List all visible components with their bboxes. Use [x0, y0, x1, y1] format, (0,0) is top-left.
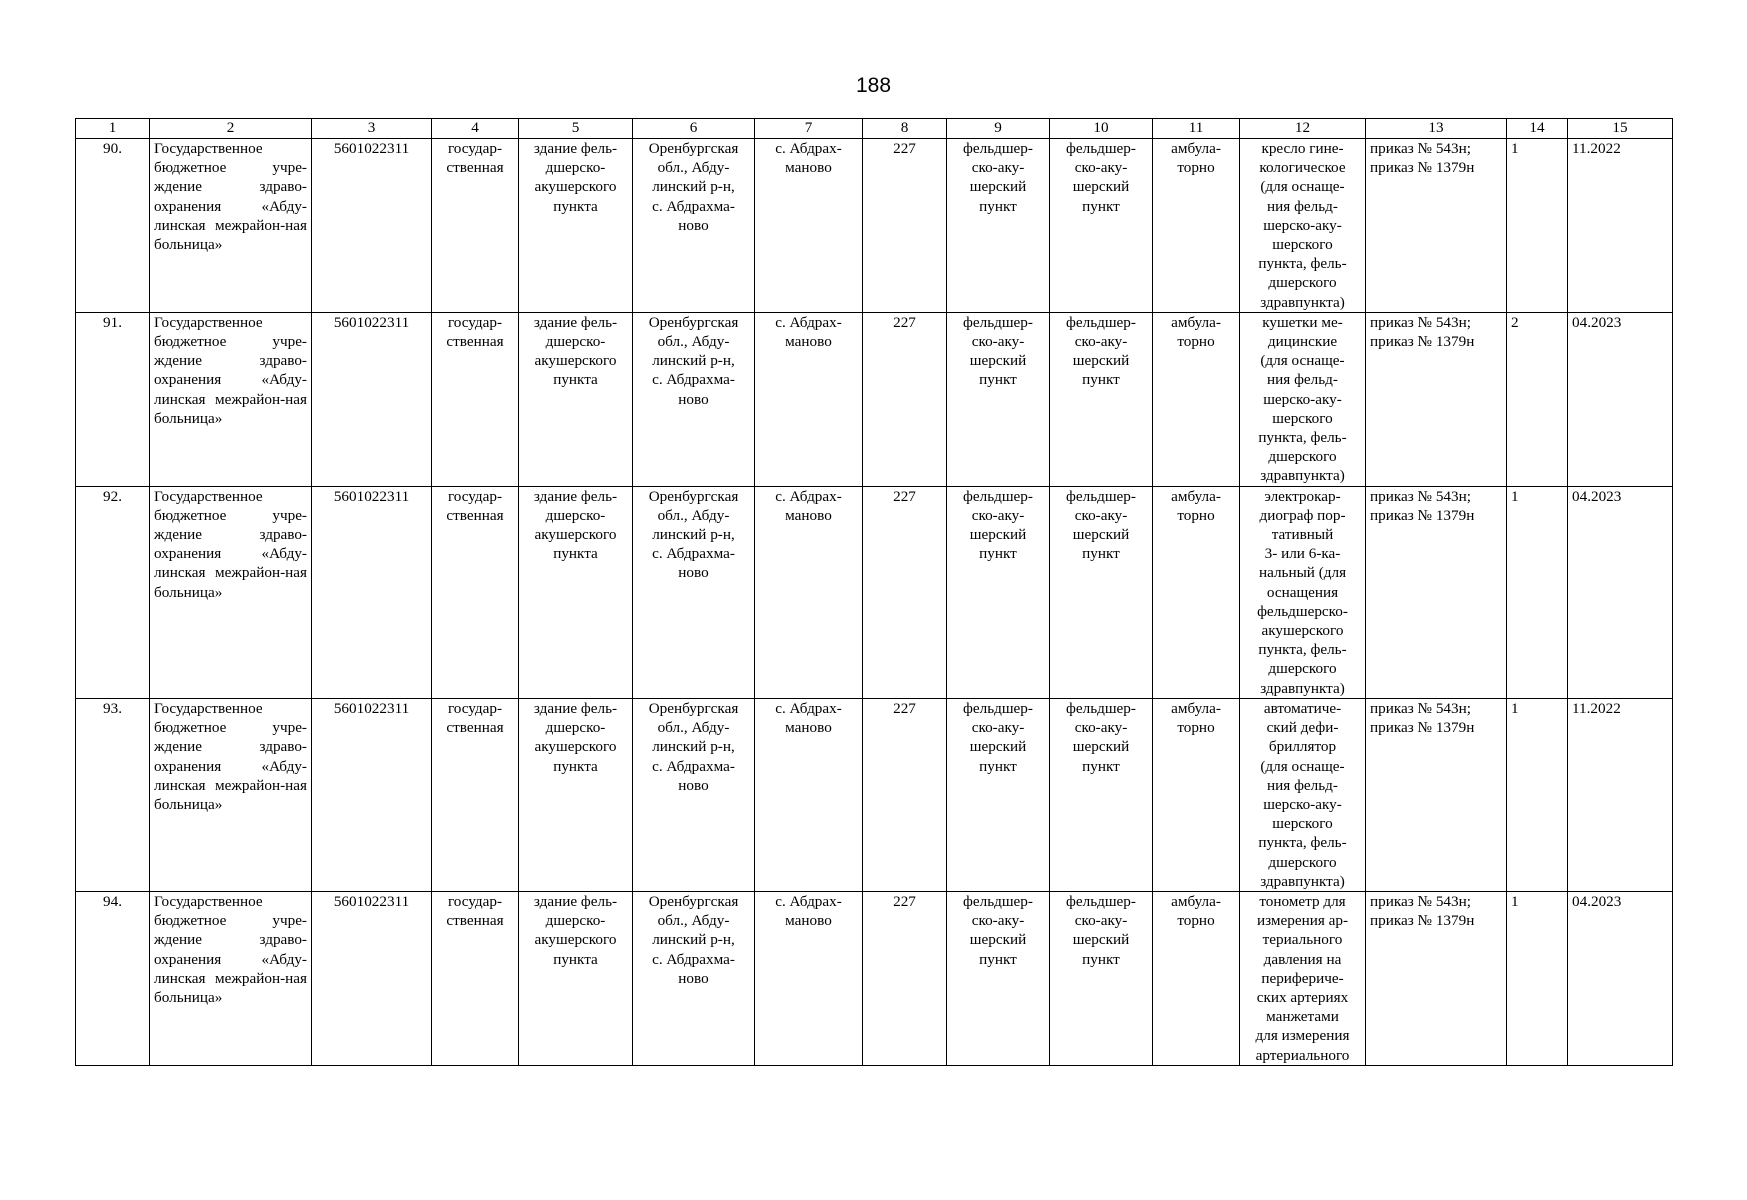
subdivision-cell: фельдшер- ско-аку- шерский пункт [1050, 312, 1153, 486]
table-row [76, 486, 1673, 698]
inn-cell: 5601022311 [312, 486, 432, 698]
locality-cell: с. Абдрах- маново [755, 486, 863, 698]
ownership-cell: государ- ственная [432, 891, 519, 1065]
address-cell: Оренбургская обл., Абду- линский р-н, с. Абдрахма- ново [633, 312, 755, 486]
inn-cell: 5601022311 [312, 139, 432, 313]
column-header: 15 [1568, 119, 1673, 139]
building-cell: здание фель- дшерско- акушерского пункта [519, 312, 633, 486]
column-header: 4 [432, 119, 519, 139]
care-mode-cell: амбула- торно [1153, 891, 1240, 1065]
organization-name: Государственное бюджетное учре-ждение здраво-охранения «Абду-линская межрайон-ная больница» [150, 891, 312, 1065]
locality-cell: с. Абдрах- маново [755, 139, 863, 313]
ownership-cell: государ- ственная [432, 139, 519, 313]
column-header: 8 [863, 119, 947, 139]
organization-name: Государственное бюджетное учре-ждение здраво-охранения «Абду-линская межрайон-ная больница» [150, 139, 312, 313]
date-cell: 11.2022 [1568, 139, 1673, 313]
facility-type-cell: фельдшер- ско-аку- шерский пункт [947, 139, 1050, 313]
quantity-cell: 2 [1507, 312, 1568, 486]
table-row [76, 139, 1673, 313]
date-cell: 11.2022 [1568, 698, 1673, 891]
inn-cell: 5601022311 [312, 698, 432, 891]
address-cell: Оренбургская обл., Абду- линский р-н, с. Абдрахма- ново [633, 139, 755, 313]
building-cell: здание фель- дшерско- акушерского пункта [519, 891, 633, 1065]
subdivision-cell: фельдшер- ско-аку- шерский пункт [1050, 698, 1153, 891]
subdivision-cell: фельдшер- ско-аку- шерский пункт [1050, 486, 1153, 698]
table-row [76, 698, 1673, 891]
organization-name: Государственное бюджетное учре-ждение здраво-охранения «Абду-линская межрайон-ная больница» [150, 698, 312, 891]
ownership-cell: государ- ственная [432, 312, 519, 486]
building-cell: здание фель- дшерско- акушерского пункта [519, 139, 633, 313]
column-header: 11 [1153, 119, 1240, 139]
orders-cell: приказ № 543н; приказ № 1379н [1366, 486, 1507, 698]
subdivision-cell: фельдшер- ско-аку- шерский пункт [1050, 139, 1153, 313]
row-number: 92. [76, 486, 150, 698]
orders-cell: приказ № 543н; приказ № 1379н [1366, 698, 1507, 891]
orders-cell: приказ № 543н; приказ № 1379н [1366, 891, 1507, 1065]
date-cell: 04.2023 [1568, 312, 1673, 486]
code-cell: 227 [863, 312, 947, 486]
address-cell: Оренбургская обл., Абду- линский р-н, с. Абдрахма- ново [633, 698, 755, 891]
organization-name: Государственное бюджетное учре-ждение здраво-охранения «Абду-линская межрайон-ная больница» [150, 486, 312, 698]
code-cell: 227 [863, 486, 947, 698]
column-header: 9 [947, 119, 1050, 139]
ownership-cell: государ- ственная [432, 486, 519, 698]
code-cell: 227 [863, 891, 947, 1065]
inn-cell: 5601022311 [312, 312, 432, 486]
column-header: 13 [1366, 119, 1507, 139]
address-cell: Оренбургская обл., Абду- линский р-н, с. Абдрахма- ново [633, 486, 755, 698]
column-header: 2 [150, 119, 312, 139]
facility-type-cell: фельдшер- ско-аку- шерский пункт [947, 891, 1050, 1065]
column-header: 12 [1240, 119, 1366, 139]
care-mode-cell: амбула- торно [1153, 139, 1240, 313]
table-row [76, 891, 1673, 1065]
column-header: 14 [1507, 119, 1568, 139]
row-number: 91. [76, 312, 150, 486]
code-cell: 227 [863, 698, 947, 891]
quantity-cell: 1 [1507, 139, 1568, 313]
column-header: 7 [755, 119, 863, 139]
facility-type-cell: фельдшер- ско-аку- шерский пункт [947, 312, 1050, 486]
header-row [76, 119, 1673, 139]
column-header: 5 [519, 119, 633, 139]
quantity-cell: 1 [1507, 486, 1568, 698]
ownership-cell: государ- ственная [432, 698, 519, 891]
orders-cell: приказ № 543н; приказ № 1379н [1366, 139, 1507, 313]
locality-cell: с. Абдрах- маново [755, 312, 863, 486]
row-number: 93. [76, 698, 150, 891]
code-cell: 227 [863, 139, 947, 313]
table-row [76, 312, 1673, 486]
care-mode-cell: амбула- торно [1153, 312, 1240, 486]
building-cell: здание фель- дшерско- акушерского пункта [519, 698, 633, 891]
date-cell: 04.2023 [1568, 891, 1673, 1065]
care-mode-cell: амбула- торно [1153, 698, 1240, 891]
column-header: 6 [633, 119, 755, 139]
column-header: 3 [312, 119, 432, 139]
care-mode-cell: амбула- торно [1153, 486, 1240, 698]
equipment-cell: кресло гине- кологическое (для оснаще- ния фельд- шерско-аку- шерского пункта, фель- дшерского здравпункта) [1240, 139, 1366, 313]
orders-cell: приказ № 543н; приказ № 1379н [1366, 312, 1507, 486]
equipment-cell: автоматиче- ский дефи- бриллятор (для оснаще- ния фельд- шерско-аку- шерского пункта, фель- дшерского здравпункта) [1240, 698, 1366, 891]
column-header: 1 [76, 119, 150, 139]
facility-type-cell: фельдшер- ско-аку- шерский пункт [947, 486, 1050, 698]
building-cell: здание фель- дшерско- акушерского пункта [519, 486, 633, 698]
page-number: 188 [855, 74, 892, 97]
equipment-cell: кушетки ме- дицинские (для оснаще- ния фельд- шерско-аку- шерского пункта, фель- дшерского здравпункта) [1240, 312, 1366, 486]
subdivision-cell: фельдшер- ско-аку- шерский пункт [1050, 891, 1153, 1065]
row-number: 94. [76, 891, 150, 1065]
equipment-cell: тонометр для измерения ар- териального давления на перифериче- ских артериях манжетами для измерения артериального [1240, 891, 1366, 1065]
facility-type-cell: фельдшер- ско-аку- шерский пункт [947, 698, 1050, 891]
column-header: 10 [1050, 119, 1153, 139]
quantity-cell: 1 [1507, 698, 1568, 891]
locality-cell: с. Абдрах- маново [755, 891, 863, 1065]
inn-cell: 5601022311 [312, 891, 432, 1065]
locality-cell: с. Абдрах- маново [755, 698, 863, 891]
address-cell: Оренбургская обл., Абду- линский р-н, с. Абдрахма- ново [633, 891, 755, 1065]
row-number: 90. [76, 139, 150, 313]
organization-name: Государственное бюджетное учре-ждение здраво-охранения «Абду-линская межрайон-ная больница» [150, 312, 312, 486]
quantity-cell: 1 [1507, 891, 1568, 1065]
date-cell: 04.2023 [1568, 486, 1673, 698]
registry-table [75, 118, 1673, 1066]
equipment-cell: электрокар- диограф пор- тативный 3- или 6-ка- нальный (для оснащения фельдшерско- акушерского пункта, фель- дшерского здравпункта) [1240, 486, 1366, 698]
